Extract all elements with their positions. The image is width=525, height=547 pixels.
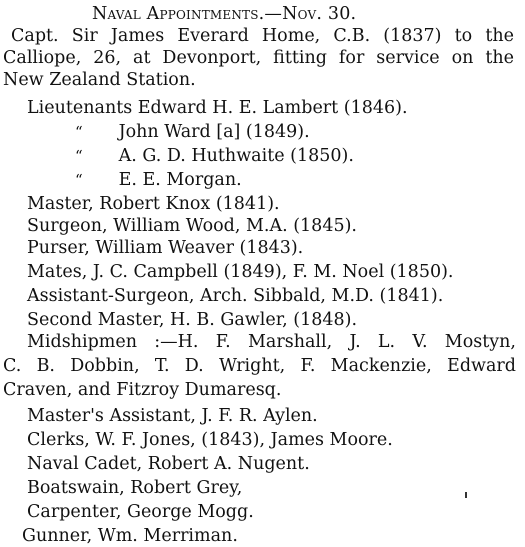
second-master-line: Second Master, H. B. Gawler, (1848).: [27, 310, 358, 330]
captain-line-1: Capt. Sir James Everard Home, C.B. (1837) to the: [11, 26, 514, 46]
lieutenant-ditto-row: [75, 145, 354, 167]
midshipmen-line-3: Craven, and Fitzroy Dumaresq.: [3, 380, 282, 400]
midshipmen-line-1: Midshipmen :—H. F. Marshall, J. L. V. Mostyn,: [27, 332, 516, 352]
midshipmen-line-2: C. B. Dobbin, T. D. Wright, F. Mackenzie, Edward: [3, 356, 516, 376]
ink-speck: [465, 492, 467, 498]
naval-cadet-line: Naval Cadet, Robert A. Nugent.: [27, 454, 310, 474]
lieutenant-ditto-row: [75, 121, 310, 143]
boatswain-line: Boatswain, Robert Grey,: [27, 478, 243, 498]
ditto-mark: “: [75, 147, 83, 165]
captain-line-2: Calliope, 26, at Devonport, fitting for service on the: [3, 48, 514, 68]
carpenter-line: Carpenter, George Mogg.: [27, 502, 254, 522]
lieutenant-ditto-row: [75, 169, 242, 191]
masters-assistant-line: Master's Assistant, J. F. R. Aylen.: [27, 406, 318, 426]
ditto-mark: “: [75, 171, 83, 189]
lieutenant-name: John Ward [a] (1849).: [118, 122, 310, 142]
article-heading: Naval Appointments.—Nov. 30.: [92, 4, 357, 24]
purser-line: Purser, William Weaver (1843).: [27, 238, 304, 258]
gunner-line: Gunner, Wm. Merriman.: [22, 526, 238, 546]
lieutenant-name: A. G. D. Huthwaite (1850).: [118, 146, 354, 166]
captain-line-3: New Zealand Station.: [3, 70, 196, 90]
surgeon-line: Surgeon, William Wood, M.A. (1845).: [27, 216, 357, 236]
lieutenant-line: Lieutenants Edward H. E. Lambert (1846).: [27, 98, 408, 118]
lieutenant-name: E. E. Morgan.: [118, 170, 242, 190]
mates-line: Mates, J. C. Campbell (1849), F. M. Noel (1850).: [27, 262, 454, 282]
master-line: Master, Robert Knox (1841).: [27, 194, 280, 214]
assistant-surgeon-line: Assistant-Surgeon, Arch. Sibbald, M.D. (1841).: [27, 286, 444, 306]
clerks-line: Clerks, W. F. Jones, (1843), James Moore.: [27, 430, 393, 450]
ditto-mark: “: [75, 123, 83, 141]
